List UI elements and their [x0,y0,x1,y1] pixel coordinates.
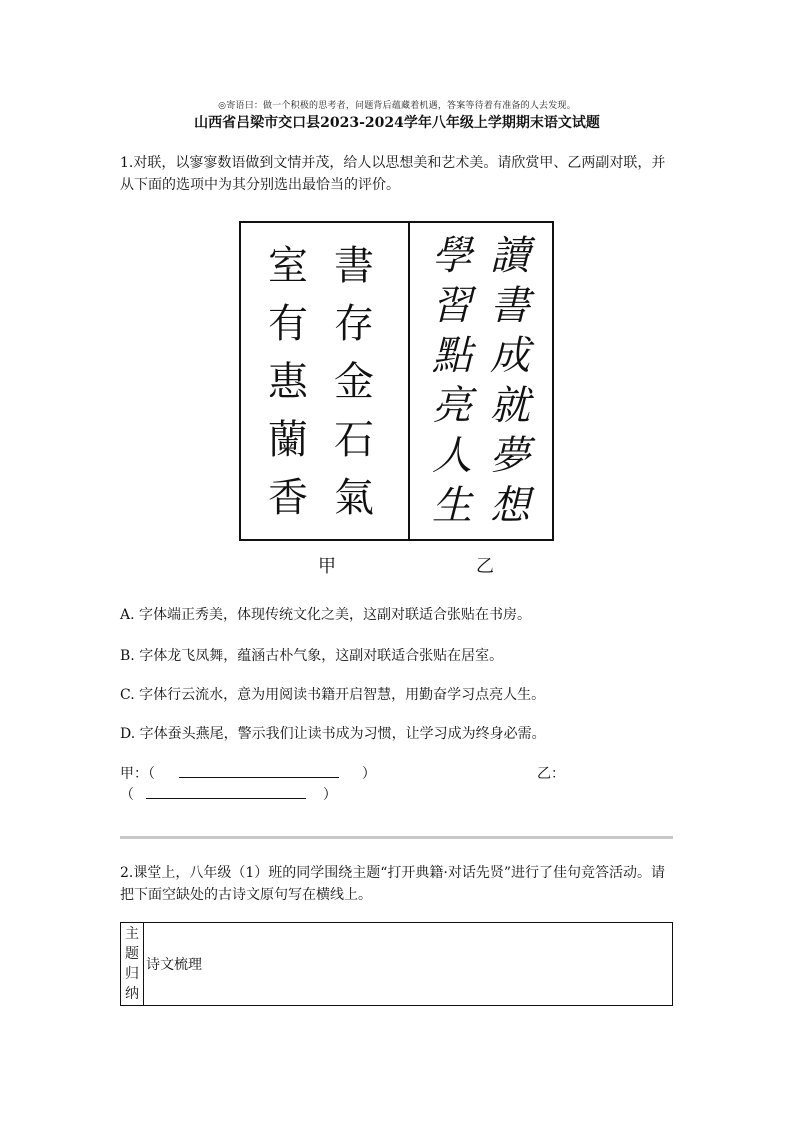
answer-jia-close: ） [361,766,376,782]
caption-yi: 乙 [476,556,494,577]
question-2-stem: 2.课堂上，八年级（1）班的同学围绕主题“打开典籍·对话先贤”进行了佳句竞答活动。请把下面空缺处的古诗文原句写在横线上。 [120,865,666,903]
couplet-char: 亮 [432,383,472,429]
option-d: D. 字体蚕头燕尾，警示我们让读书成为习惯，让学习成为终身必需。 [120,726,546,742]
couplet-char: 讀 [490,233,530,279]
table-header-poetry: 诗文梳理 [144,923,673,1006]
couplet-char: 就 [490,383,530,429]
couplet-char: 香 [268,475,308,521]
couplet-jia-right-column [329,237,379,527]
couplet-char: 生 [432,483,472,529]
table-row [121,923,673,1006]
couplet-char: 有 [268,301,308,347]
header-notice: ◎寄语曰：做一个积极的思考者，问题背后蕴藏着机遇，答案等待着有准备的人去发现。 [218,101,576,111]
couplet-char: 氣 [334,475,374,521]
answer-jia-blank[interactable] [179,763,339,778]
couplet-char: 成 [490,333,530,379]
couplet-yi-right-column [485,231,535,531]
couplet-char: 習 [432,283,472,329]
answer-yi-row [120,784,337,804]
answer-yi-label: 乙： [537,766,565,782]
option-b: B. 字体龙飞凤舞，蕴涵古朴气象，这副对联适合张贴在居室。 [120,648,504,664]
couplet-char: 人 [432,433,472,479]
couplet-char: 蘭 [268,417,308,463]
couplet-char: 惠 [268,359,308,405]
answer-jia-row [120,763,376,783]
couplet-char: 石 [334,417,374,463]
couplet-char: 想 [490,483,530,529]
couplet-yi-left-column [427,231,477,531]
couplet-char: 夢 [490,433,530,479]
table-header-char: 主 [125,926,139,942]
table-header-char: 归 [125,966,139,982]
couplet-char: 書 [334,243,374,289]
couplet-char: 書 [490,283,530,329]
couplet-image [239,221,554,541]
couplet-char: 學 [432,233,472,279]
couplet-jia-left-column [263,237,313,527]
table-header-char: 题 [125,946,139,962]
section-divider [120,836,673,839]
couplet-char: 存 [334,301,374,347]
couplet-divider [408,223,410,539]
couplet-char: 金 [334,359,374,405]
answer-yi-blank[interactable] [146,784,306,799]
answer-yi-open: （ [120,787,134,803]
couplet-char: 點 [432,333,472,379]
answer-jia-label: 甲：（ [120,766,155,782]
answer-yi-close: ） [322,787,337,803]
page-title: 山西省吕梁市交口县2023-2024学年八年级上学期期末语文试题 [194,115,600,131]
question-1-stem: 1.对联，以寥寥数语做到文情并茂，给人以思想美和艺术美。请欣赏甲、乙两副对联，并从下面的选项中为其分别选出最恰当的评价。 [120,155,666,193]
table-header-char: 纳 [125,986,139,1002]
caption-jia: 甲 [318,556,336,577]
option-c: C. 字体行云流水，意为用阅读书籍开启智慧，用勤奋学习点亮人生。 [120,687,546,703]
option-a: A. 字体端正秀美，体现传统文化之美，这副对联适合张贴在书房。 [120,607,532,623]
couplet-char: 室 [268,243,308,289]
poetry-table [120,922,673,1006]
table-header-theme [121,923,144,1006]
